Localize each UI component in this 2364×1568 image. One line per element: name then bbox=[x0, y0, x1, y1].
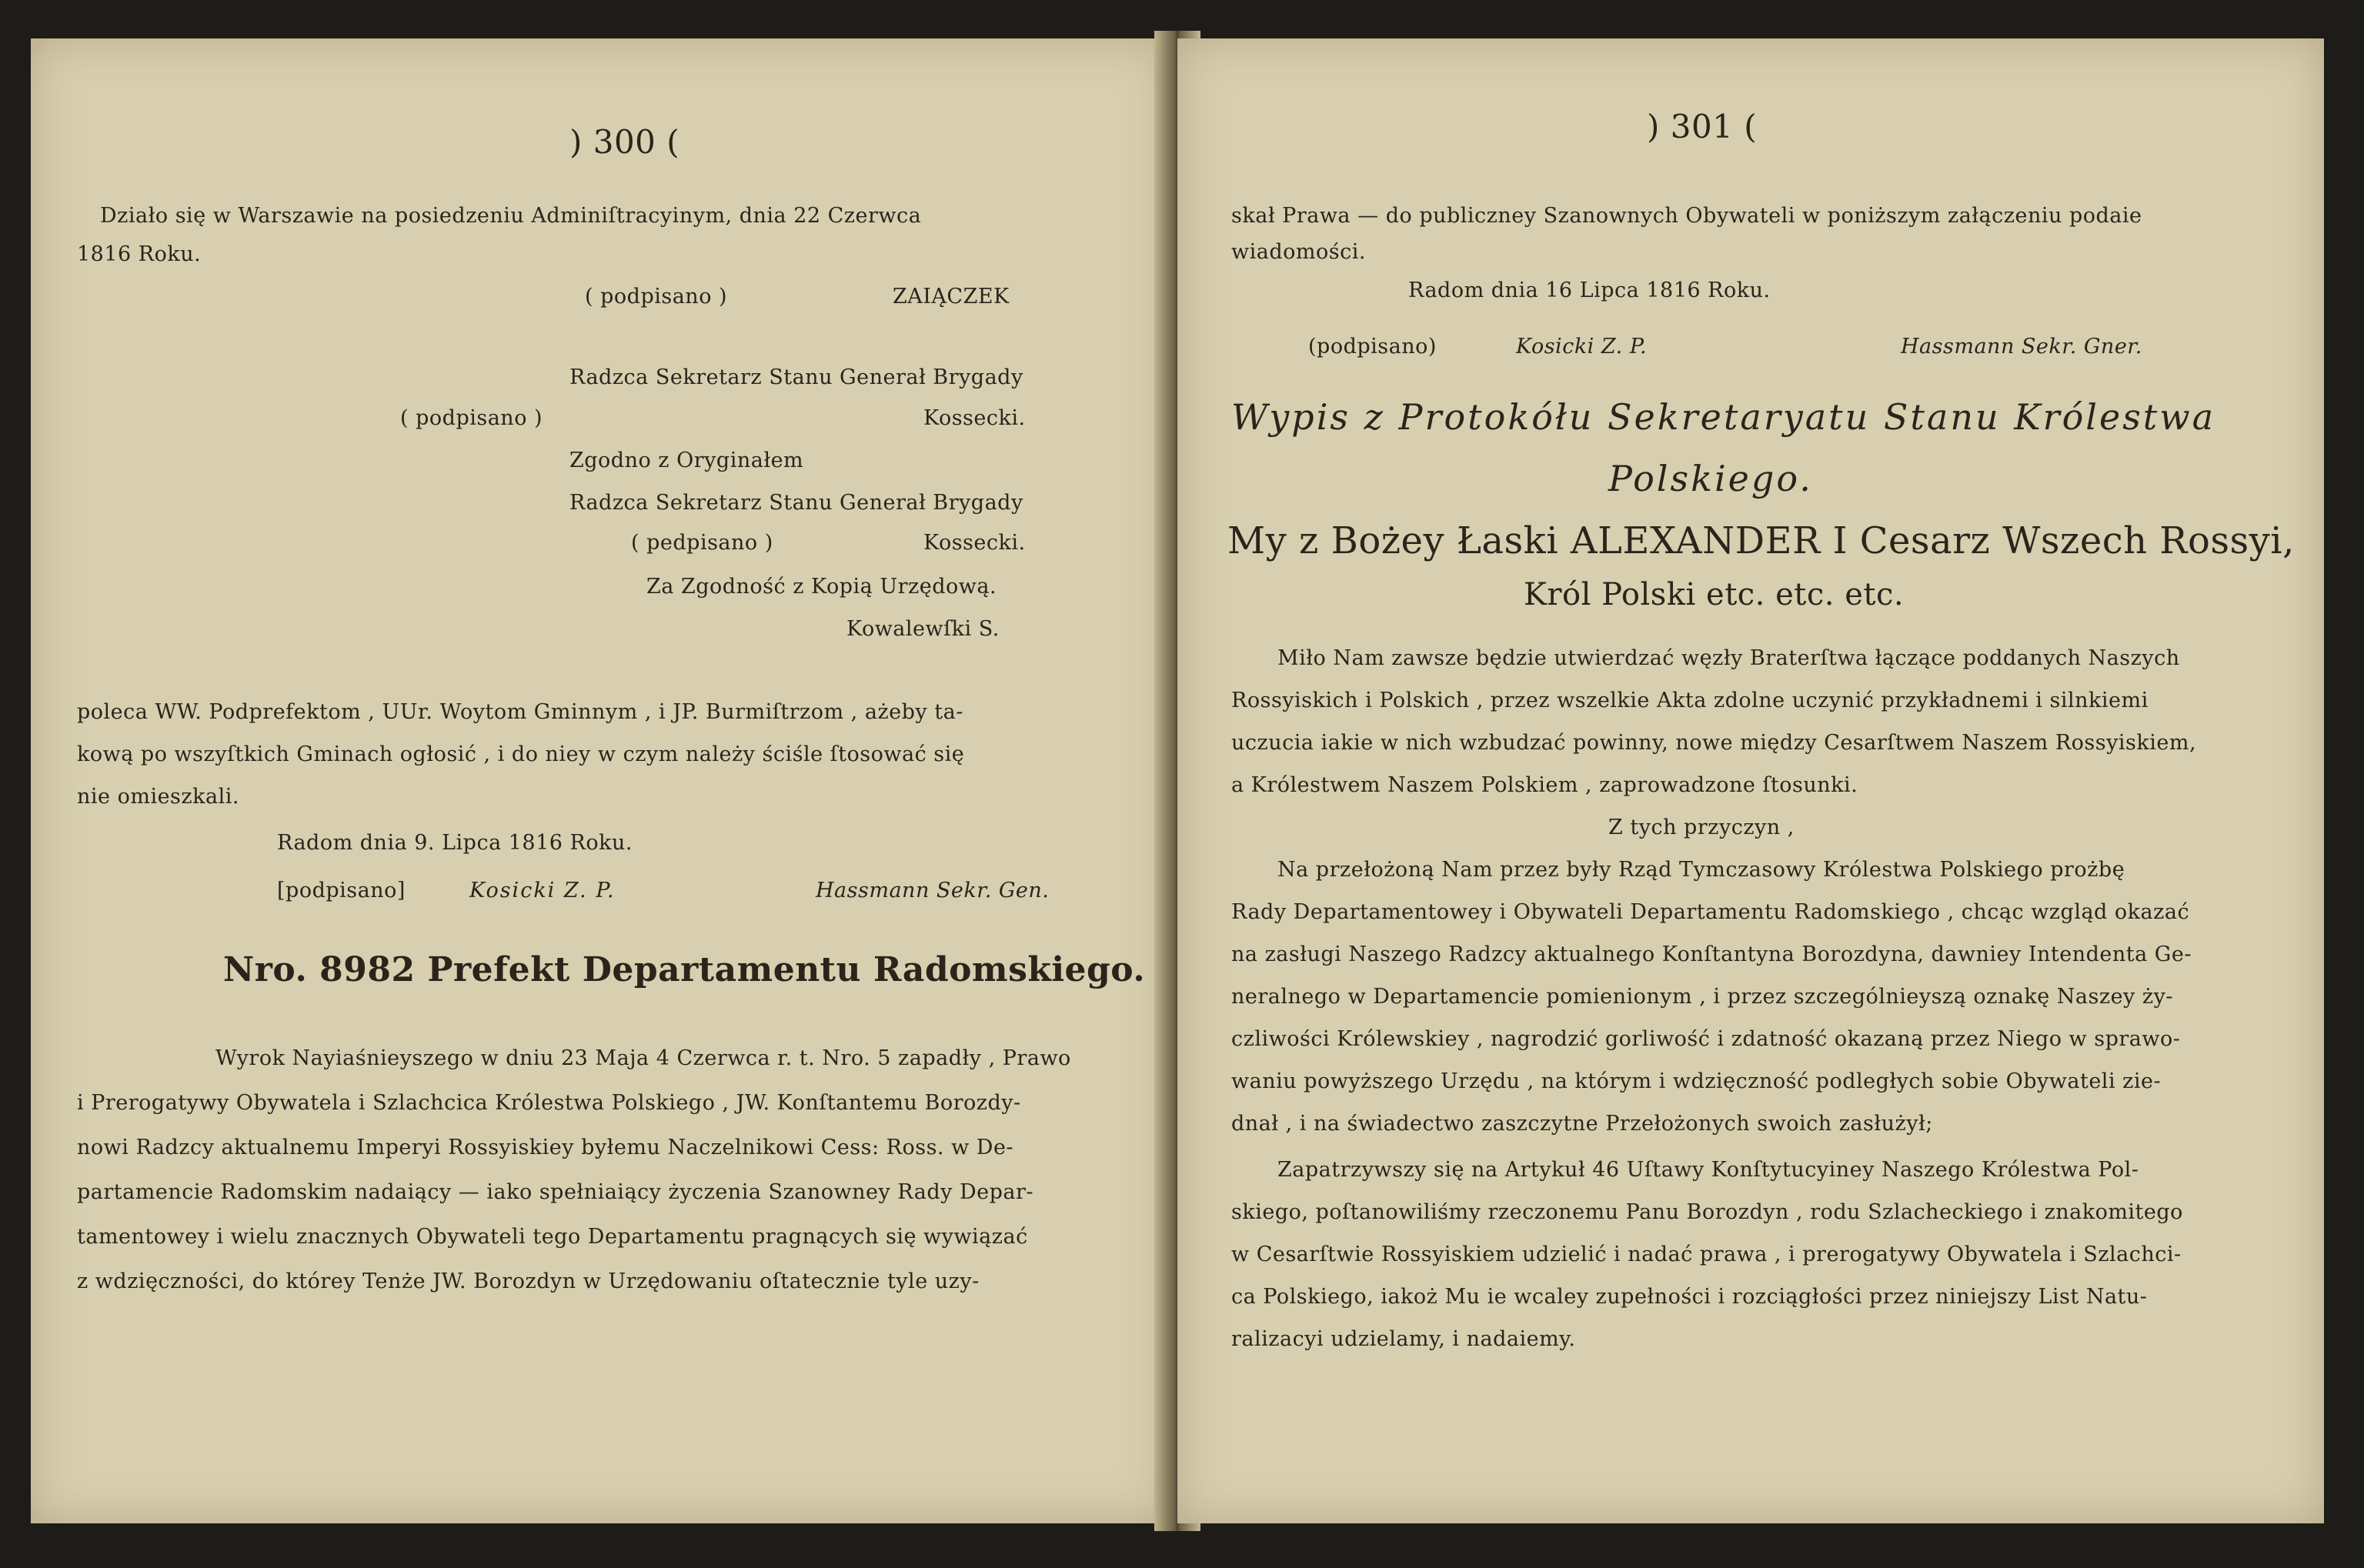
text-line: [podpisano] bbox=[277, 879, 406, 902]
text-line: Zapatrzywszy się na Artykuł 46 Uſtawy Konſtytucyiney Naszego Królestwa Pol- bbox=[1277, 1158, 2139, 1182]
page-number: ) 301 ( bbox=[1647, 108, 1758, 145]
section-heading: Polskiego. bbox=[1608, 458, 1813, 499]
text-line: Kowalewſki S. bbox=[846, 617, 1000, 641]
text-line: Z tych przyczyn , bbox=[1608, 816, 1795, 839]
text-line: Kossecki. bbox=[923, 531, 1026, 555]
text-line: partamencie Radomskim nadaiący — iako spełniaiący życzenia Szanowney Rady Depar- bbox=[77, 1180, 1033, 1204]
text-line: Kosicki Z. P. bbox=[469, 879, 616, 902]
text-line: uczucia iakie w nich wzbudzać powinny, nowe między Cesarſtwem Naszem Rossyiskiem, bbox=[1231, 731, 2197, 755]
left-page bbox=[31, 38, 1170, 1523]
text-line: dnał , i na świadectwo zaszczytne Przełożonych swoich zasłużył; bbox=[1231, 1112, 1933, 1136]
page-number: ) 300 ( bbox=[569, 123, 680, 161]
text-line: tamentowey i wielu znacznych Obywateli tego Departamentu pragnących się wywiązać bbox=[77, 1225, 1028, 1249]
section-heading: Nro. 8982 Prefekt Departamentu Radomskiego. bbox=[223, 950, 1146, 989]
text-line: ( podpisano ) bbox=[400, 406, 543, 430]
text-line: 1816 Roku. bbox=[77, 242, 202, 266]
text-line: Wyrok Nayiaśnieyszego w dniu 23 Maja 4 Czerwca r. t. Nro. 5 zapadły , Prawo bbox=[215, 1046, 1071, 1070]
decree-title: My z Bożey Łaski ALEXANDER I Cesarz Wszech Rossyi, bbox=[1227, 519, 2295, 562]
text-line: a Królestwem Naszem Polskiem , zaprowadzone ſtosunki. bbox=[1231, 773, 1858, 797]
text-line: Kossecki. bbox=[923, 406, 1026, 430]
text-line: ZAIĄCZEK bbox=[893, 285, 1010, 309]
text-line: kową po wszyſtkich Gminach ogłosić , i do niey w czym należy ściśle ſtosować się bbox=[77, 742, 965, 766]
text-line: ca Polskiego, iakoż Mu ie wcaley zupełności i rozciągłości przez niniejszy List Natu- bbox=[1231, 1285, 2148, 1309]
text-line: Hassmann Sekr. Gen. bbox=[816, 879, 1050, 902]
text-line: ( pedpisano ) bbox=[631, 531, 773, 555]
text-line: nie omieszkali. bbox=[77, 785, 239, 809]
text-line: waniu powyższego Urzędu , na którym i wdzięczność podległych sobie Obywateli zie- bbox=[1231, 1069, 2162, 1093]
text-line: ralizacyi udzielamy, i nadaiemy. bbox=[1231, 1327, 1576, 1351]
text-line: Kosicki Z. P. bbox=[1516, 335, 1648, 359]
text-line: Miło Nam zawsze będzie utwierdzać węzły Braterſtwa łączące poddanych Naszych bbox=[1277, 646, 2180, 670]
section-heading: Wypis z Protokółu Sekretaryatu Stanu Królestwa bbox=[1231, 396, 2216, 438]
text-line: Radzca Sekretarz Stanu Generał Brygady bbox=[569, 491, 1023, 515]
text-line: nowi Radzcy aktualnemu Imperyi Rossyiskiey byłemu Naczelnikowi Cess: Ross. w De- bbox=[77, 1136, 1014, 1159]
text-line: Za Zgodność z Kopią Urzędową. bbox=[646, 575, 997, 599]
text-line: Rossyiskich i Polskich , przez wszelkie Akta zdolne uczynić przykładnemi i silnkiemi bbox=[1231, 689, 2149, 712]
decree-subtitle: Król Polski etc. etc. etc. bbox=[1524, 577, 1905, 612]
text-line: Radom dnia 9. Lipca 1816 Roku. bbox=[277, 831, 633, 855]
text-line: ( podpisano ) bbox=[585, 285, 728, 309]
text-line: Działo się w Warszawie na posiedzeniu Adminiſtracyinym, dnia 22 Czerwca bbox=[100, 204, 922, 228]
text-line: Rady Departamentowey i Obywateli Departamentu Radomskiego , chcąc wzgląd okazać bbox=[1231, 900, 2190, 924]
text-line: z wdzięczności, do którey Tenże JW. Borozdyn w Urzędowaniu oſtatecznie tyle uzy- bbox=[77, 1269, 980, 1293]
text-line: neralnego w Departamencie pomienionym , i przez szczególnieyszą oznakę Naszey ży- bbox=[1231, 985, 2173, 1009]
text-line: poleca WW. Podprefektom , UUr. Woytom Gminnym , i JP. Burmiſtrzom , ażeby ta- bbox=[77, 700, 963, 724]
right-page bbox=[1177, 38, 2324, 1523]
text-line: Hassmann Sekr. Gner. bbox=[1901, 335, 2142, 359]
text-line: Radzca Sekretarz Stanu Generał Brygady bbox=[569, 365, 1023, 389]
text-line: w Cesarſtwie Rossyiskiem udzielić i nadać prawa , i prerogatywy Obywatela i Szlachci- bbox=[1231, 1243, 2182, 1266]
text-line: czliwości Królewskiey , nagrodzić gorliwość i zdatność okazaną przez Niego w sprawo- bbox=[1231, 1027, 2181, 1051]
text-line: Zgodno z Oryginałem bbox=[569, 449, 804, 472]
text-line: wiadomości. bbox=[1231, 240, 1366, 264]
text-line: Na przełożoną Nam przez były Rząd Tymczasowy Królestwa Polskiego prożbę bbox=[1277, 858, 2125, 882]
text-line: Radom dnia 16 Lipca 1816 Roku. bbox=[1408, 279, 1771, 302]
text-line: i Prerogatywy Obywatela i Szlachcica Królestwa Polskiego , JW. Konſtantemu Borozdy- bbox=[77, 1091, 1021, 1115]
text-line: (podpisano) bbox=[1308, 335, 1437, 359]
text-line: skiego, poſtanowiliśmy rzeczonemu Panu Borozdyn , rodu Szlacheckiego i znakomitego bbox=[1231, 1200, 2183, 1224]
text-line: na zasługi Naszego Radzcy aktualnego Konſtantyna Borozdyna, dawniey Intendenta Ge- bbox=[1231, 942, 2192, 966]
text-line: skał Prawa — do publiczney Szanownych Obywateli w poniższym załączeniu podaie bbox=[1231, 204, 2142, 228]
